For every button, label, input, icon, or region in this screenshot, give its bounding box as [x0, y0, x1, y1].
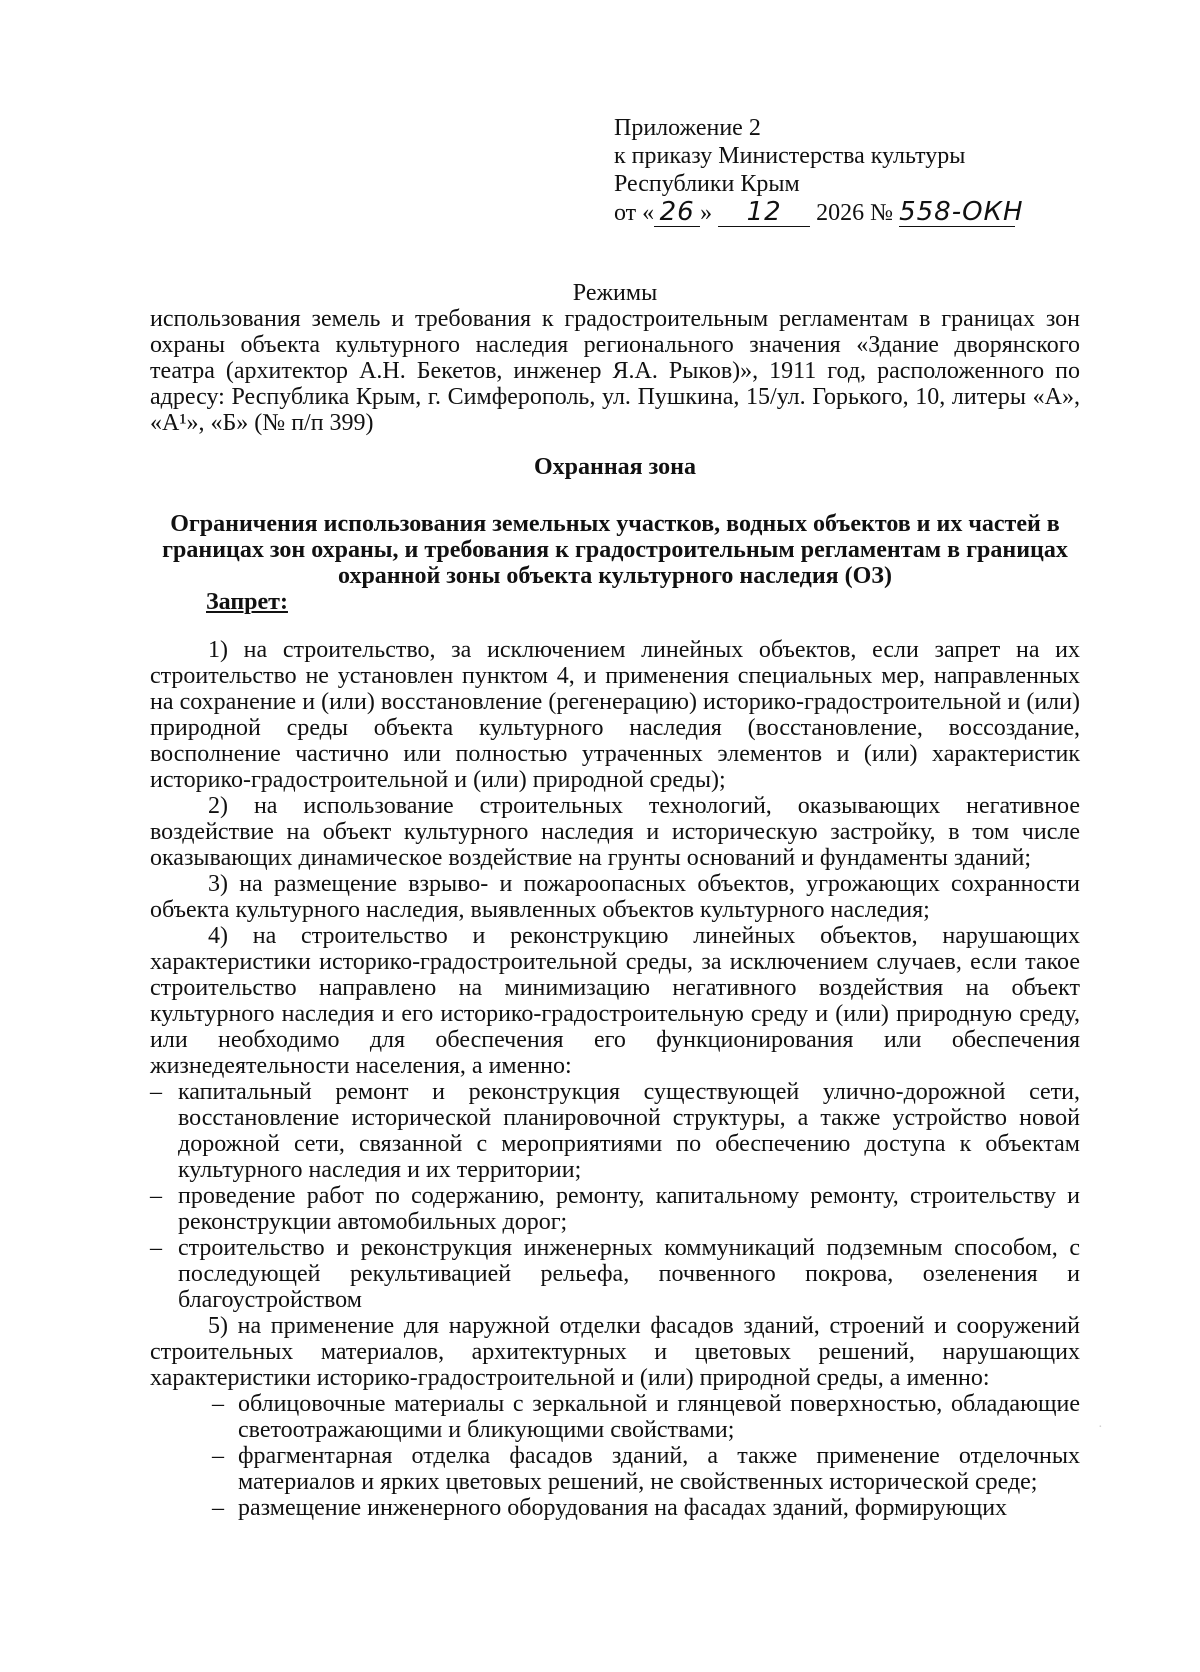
handwritten-day: 26	[654, 198, 700, 227]
list-item: – строительство и реконструкция инженерных коммуникаций подземным способом, с последующей рекультивацией рельефа, почвенного покрова, озеленения и благоустройством	[150, 1235, 1080, 1313]
order-reference: к приказу Министерства культуры	[614, 143, 966, 169]
ban-item-3: 3) на размещение взрыво- и пожароопасных объектов, угрожающих сохранности объекта культурного наследия, выявленных объектов культурного наследия;	[150, 871, 1080, 923]
document-body	[150, 280, 1080, 1521]
quote-close: »	[700, 200, 713, 226]
ban-label: Запрет:	[206, 589, 288, 615]
year-and-number-sign: 2026 №	[816, 200, 894, 226]
ban-item-4-list	[150, 1079, 1080, 1313]
appendix-header	[614, 114, 1024, 227]
ban-item-5: 5) на применение для наружной отделки фасадов зданий, строений и сооружений строительных материалов, архитектурных и цветовых решений, нарушающих характеристики историко-градостроительной и (или) природной среды, а именно:	[150, 1313, 1080, 1391]
republic-name: Республики Крым	[614, 171, 800, 197]
handwritten-month: 12	[718, 198, 810, 227]
document-intro: использования земель и требования к градостроительным регламентам в границах зон охраны объекта культурного наследия регионального значения «Здание дворянского театра (архитектор А.Н. Бекетов, инженер Я.А. Рыков)», 1911 год, расположенного по адресу: Республика Крым, г. Симферополь, ул. Пушкина, 15/ул. Горького, 10, литеры «А», «А¹», «Б» (№ п/п 399)	[150, 306, 1080, 436]
restrictions-heading: Ограничения использования земельных участков, водных объектов и их частей в границах зон охраны, и требования к градостроительным регламентам в границах охранной зоны объекта культурного наследия (ОЗ)	[162, 511, 1068, 589]
list-item: – фрагментарная отделка фасадов зданий, а также применение отделочных материалов и ярких цветовых решений, не свойственных исторической среде;	[150, 1443, 1080, 1495]
list-item: – проведение работ по содержанию, ремонту, капитальному ремонту, строительству и реконструкции автомобильных дорог;	[150, 1183, 1080, 1235]
appendix-label: Приложение 2	[614, 115, 761, 141]
ban-item-1: 1) на строительство, за исключением линейных объектов, если запрет на их строительство не установлен пунктом 4, и применения специальных мер, направленных на сохранение и (или) восстановление (регенерацию) историко-градостроительной и (или) природной среды объекта культурного наследия (восстановление, воссоздание, восполнение частично или полностью утраченных элементов и (или) характеристик историко-градостроительной и (или) природной среды);	[150, 637, 1080, 793]
order-date-number	[614, 197, 1024, 227]
zone-heading: Охранная зона	[534, 454, 696, 480]
ban-item-2: 2) на использование строительных технологий, оказывающих негативное воздействие на объект культурного наследия и историческую застройку, в том числе оказывающих динамическое воздействие на грунты оснований и фундаменты зданий;	[150, 793, 1080, 871]
list-item: – размещение инженерного оборудования на фасадах зданий, формирующих	[150, 1495, 1080, 1521]
scan-speck: ·	[1098, 1420, 1103, 1435]
date-prefix: от «	[614, 200, 655, 226]
handwritten-order-number: 558-ОКН	[899, 197, 1024, 227]
list-item: – облицовочные материалы с зеркальной и глянцевой поверхностью, обладающие светоотражающими и бликующими свойствами;	[150, 1391, 1080, 1443]
ban-item-5-list	[150, 1391, 1080, 1521]
document-title: Режимы	[572, 280, 658, 306]
ban-item-4: 4) на строительство и реконструкцию линейных объектов, нарушающих характеристики историко-градостроительной среды, за исключением случаев, если такое строительство направлено на минимизацию негативного воздействия на объект культурного наследия и его историко-градостроительную среду и (или) природную среду, или необходимо для обеспечения его функционирования или обеспечения жизнедеятельности населения, а именно:	[150, 923, 1080, 1079]
list-item: – капитальный ремонт и реконструкция существующей улично-дорожной сети, восстановление исторической планировочной структуры, а также устройство новой дорожной сети, связанной с мероприятиями по обеспечению доступа к объектам культурного наследия и их территории;	[150, 1079, 1080, 1183]
